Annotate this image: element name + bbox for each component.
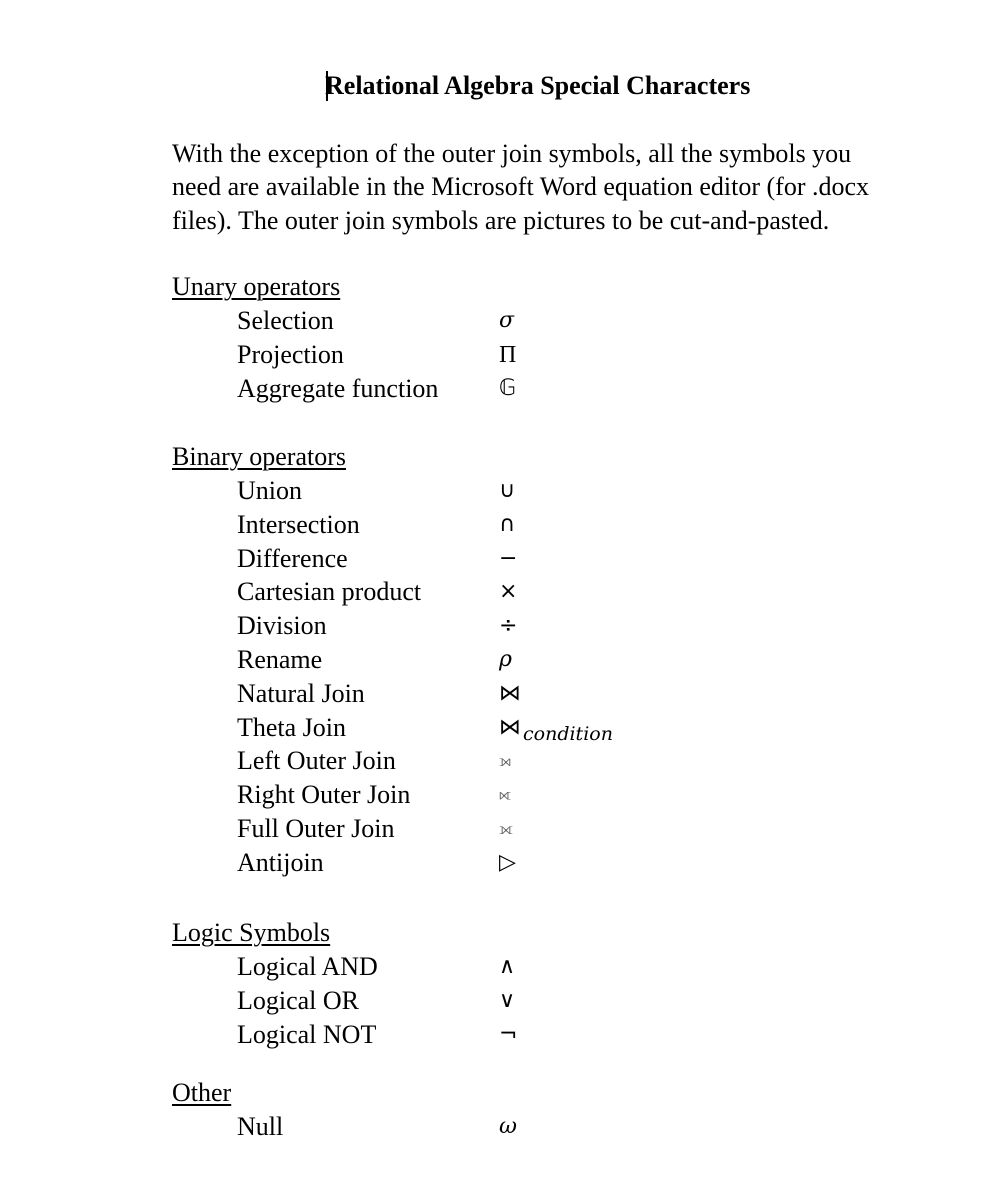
intro-paragraph [172,137,972,237]
operator-label: Cartesian product [237,577,422,607]
operator-label: Antijoin [237,847,324,877]
list-item [172,575,872,609]
cartesian-product-symbol: × [499,579,518,605]
intersection-symbol: ∩ [499,511,516,537]
projection-symbol: Π [499,341,517,368]
operator-label: Theta Join [237,712,347,742]
operator-label: Intersection [237,509,360,539]
operator-label: Difference [237,543,348,573]
operator-label: Selection [237,306,334,335]
selection-symbol: σ [499,308,515,333]
intro-line: files). The outer join symbols are pictures to be cut-and-pasted. [172,205,830,235]
operator-label: Projection [237,339,344,369]
rename-symbol: ρ [499,646,512,672]
list-item [172,542,872,576]
list-item [172,984,872,1018]
list-item [172,812,872,846]
theta-join-bowtie: ⋈ [499,714,521,740]
list-item [172,677,872,711]
logical-or-symbol: ∨ [499,987,516,1013]
list-item [172,950,872,984]
page-title: Relational Algebra Special Characters [325,71,751,100]
section-heading: Other [172,1078,232,1107]
list-item [172,1110,872,1144]
list-item [172,846,872,880]
operator-label: Union [237,476,302,505]
division-symbol: ÷ [499,613,518,639]
section-heading: Unary operators [172,272,341,301]
left-outer-join-symbol: ⟕ [499,751,512,771]
list-item [172,778,872,812]
operator-label: Division [237,611,327,641]
list-item [172,711,872,745]
operator-label: Rename [237,644,323,674]
list-item [172,474,872,508]
list-item [172,508,872,542]
list-item [172,304,872,338]
section-heading: Binary operators [172,442,347,471]
list-item [172,744,872,778]
list-item [172,643,872,677]
section-other [172,1076,872,1144]
operator-label: Null [237,1112,284,1141]
operator-label: Left Outer Join [237,746,396,776]
operator-label: Aggregate function [237,373,439,403]
aggregate-symbol: 𝔾 [499,375,517,401]
section-binary-operators [172,440,872,880]
theta-join-symbol [499,711,613,745]
list-item [172,609,872,643]
list-item [172,1018,872,1052]
section-logic-symbols [172,916,872,1051]
theta-join-condition: condition [523,722,613,745]
full-outer-join-symbol: ⟗ [499,818,513,838]
operator-label: Logical AND [237,952,378,981]
difference-symbol: − [499,545,518,571]
list-item [172,338,872,372]
operator-label: Logical OR [237,985,360,1015]
intro-line: need are available in the Microsoft Word equation editor (for .docx [172,172,870,202]
union-symbol: ∪ [499,478,516,503]
logical-and-symbol: ∧ [499,954,516,979]
list-item [172,372,872,406]
section-unary-operators [172,270,872,405]
null-symbol: ω [499,1114,517,1139]
intro-line: With the exception of the outer join symbols, all the symbols you [172,139,852,168]
operator-label: Full Outer Join [237,813,395,843]
operator-label: Logical NOT [237,1019,377,1049]
section-heading: Logic Symbols [172,918,331,947]
logical-not-symbol: ¬ [499,1021,518,1047]
natural-join-symbol: ⋈ [499,680,521,706]
operator-label: Right Outer Join [237,780,411,810]
operator-label: Natural Join [237,678,365,708]
antijoin-symbol: ▷ [499,849,516,875]
right-outer-join-symbol: ⟖ [499,785,512,805]
